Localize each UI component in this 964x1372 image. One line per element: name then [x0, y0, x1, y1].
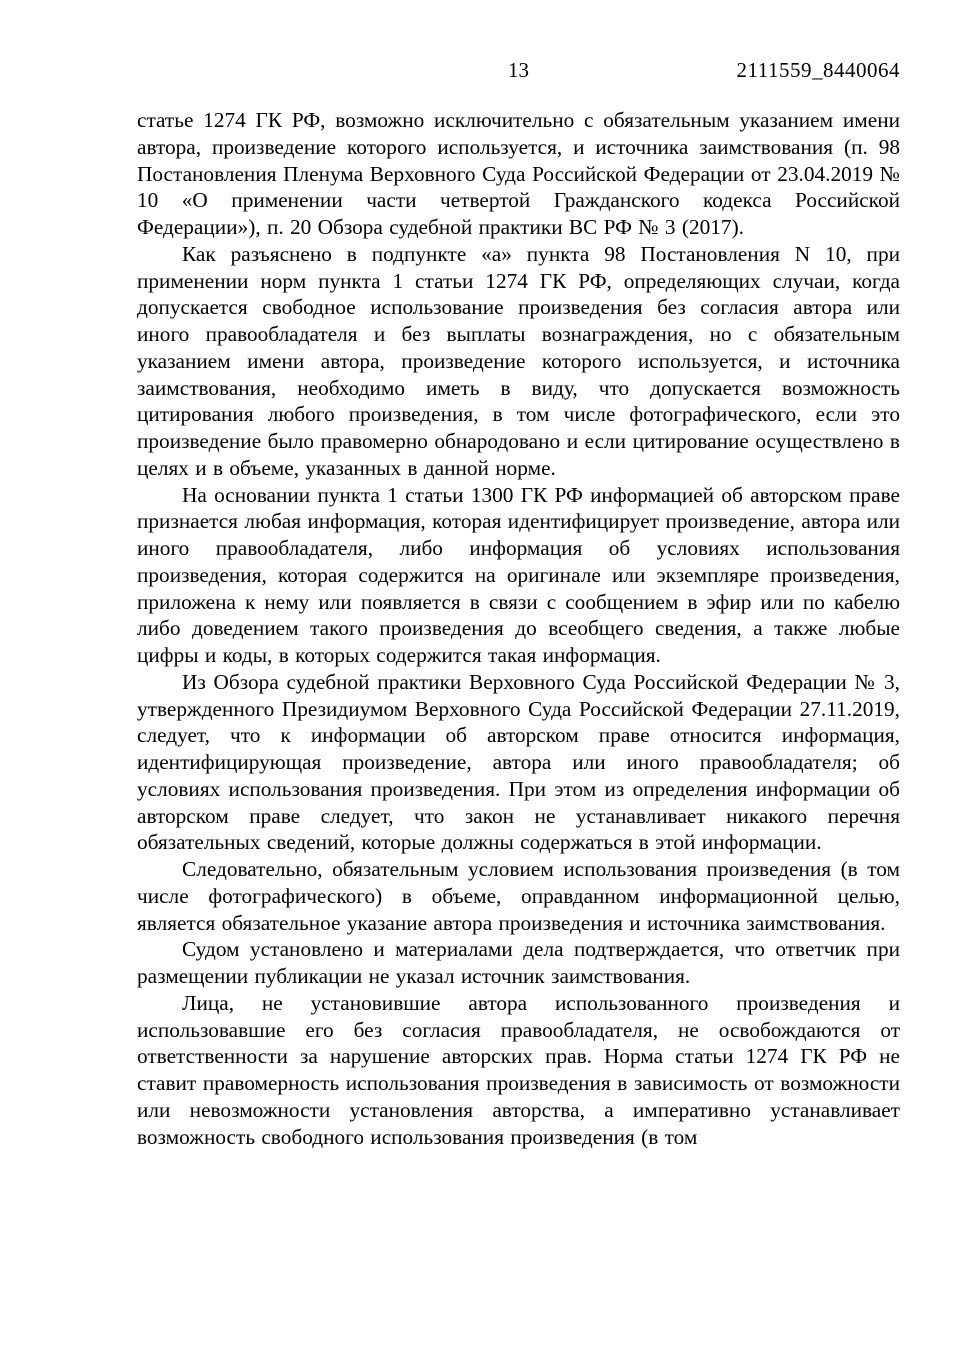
paragraph-1: статье 1274 ГК РФ, возможно исключительно с обязательным указанием имени автора, произведение которого используется, и источника заимствования (п. 98 Постановления Пленума Верховного Суда Российской Федерации от 23.04.2019 № 10 «О применении части четвертой Гражданского кодекса Российской Федерации»), п. 20 Обзора судебной практики ВС РФ № 3 (2017).: [137, 108, 900, 239]
document-id: 2111559_8440064: [736, 58, 900, 82]
paragraph-2: Как разъяснено в подпункте «а» пункта 98 Постановления N 10, при применении норм пункта 1 статьи 1274 ГК РФ, определяющих случаи, когда допускается свободное использование произведения без согласия автора или иного правообладателя и без выплаты вознаграждения, но с обязательным указанием имени автора, произведение которого используется, и источника заимствования, необходимо иметь в виду, что допускается возможность цитирования любого произведения, в том числе фотографического, если это произведение было правомерно обнародовано и если цитирование осуществлено в целях и в объеме, указанных в данной норме.: [137, 241, 900, 480]
paragraph-3: На основании пункта 1 статьи 1300 ГК РФ информацией об авторском праве признается любая информация, которая идентифицирует произведение, автора или иного правообладателя, либо информация об условиях использования произведения, которая содержится на оригинале или экземпляре произведения, приложена к нему или появляется в связи с сообщением в эфир или по кабелю либо доведением такого произведения до всеобщего сведения, а также любые цифры и коды, в которых содержится такая информация.: [137, 482, 900, 667]
paragraph-5: Следовательно, обязательным условием использования произведения (в том числе фотографического) в объеме, оправданном информационной целью, является обязательное указание автора произведения и источника заимствования.: [137, 857, 900, 935]
paragraph-4: Из Обзора судебной практики Верховного Суда Российской Федерации № 3, утвержденного Президиумом Верховного Суда Российской Федерации 27.11.2019, следует, что к информации об авторском праве относится информация, идентифицирующая произведение, автора или иного правообладателя; об условиях использования произведения. При этом из определения информации об авторском праве следует, что закон не устанавливает никакого перечня обязательных сведений, которые должны содержаться в этой информации.: [137, 669, 900, 855]
page-number: 13: [508, 58, 529, 82]
document-body: [137, 107, 900, 1150]
page-header: [137, 57, 900, 83]
paragraph-7: Лица, не установившие автора использованного произведения и использовавшие его без согласия правообладателя, не освобождаются от ответственности за нарушение авторских прав. Норма статьи 1274 ГК РФ не ставит правомерность использования произведения в зависимость от возможности или невозможности установления авторства, а императивно устанавливает возможность свободного использования произведения (в том: [137, 990, 900, 1149]
paragraph-6: Судом установлено и материалами дела подтверждается, что ответчик при размещении публикации не указал источник заимствования.: [137, 937, 900, 988]
